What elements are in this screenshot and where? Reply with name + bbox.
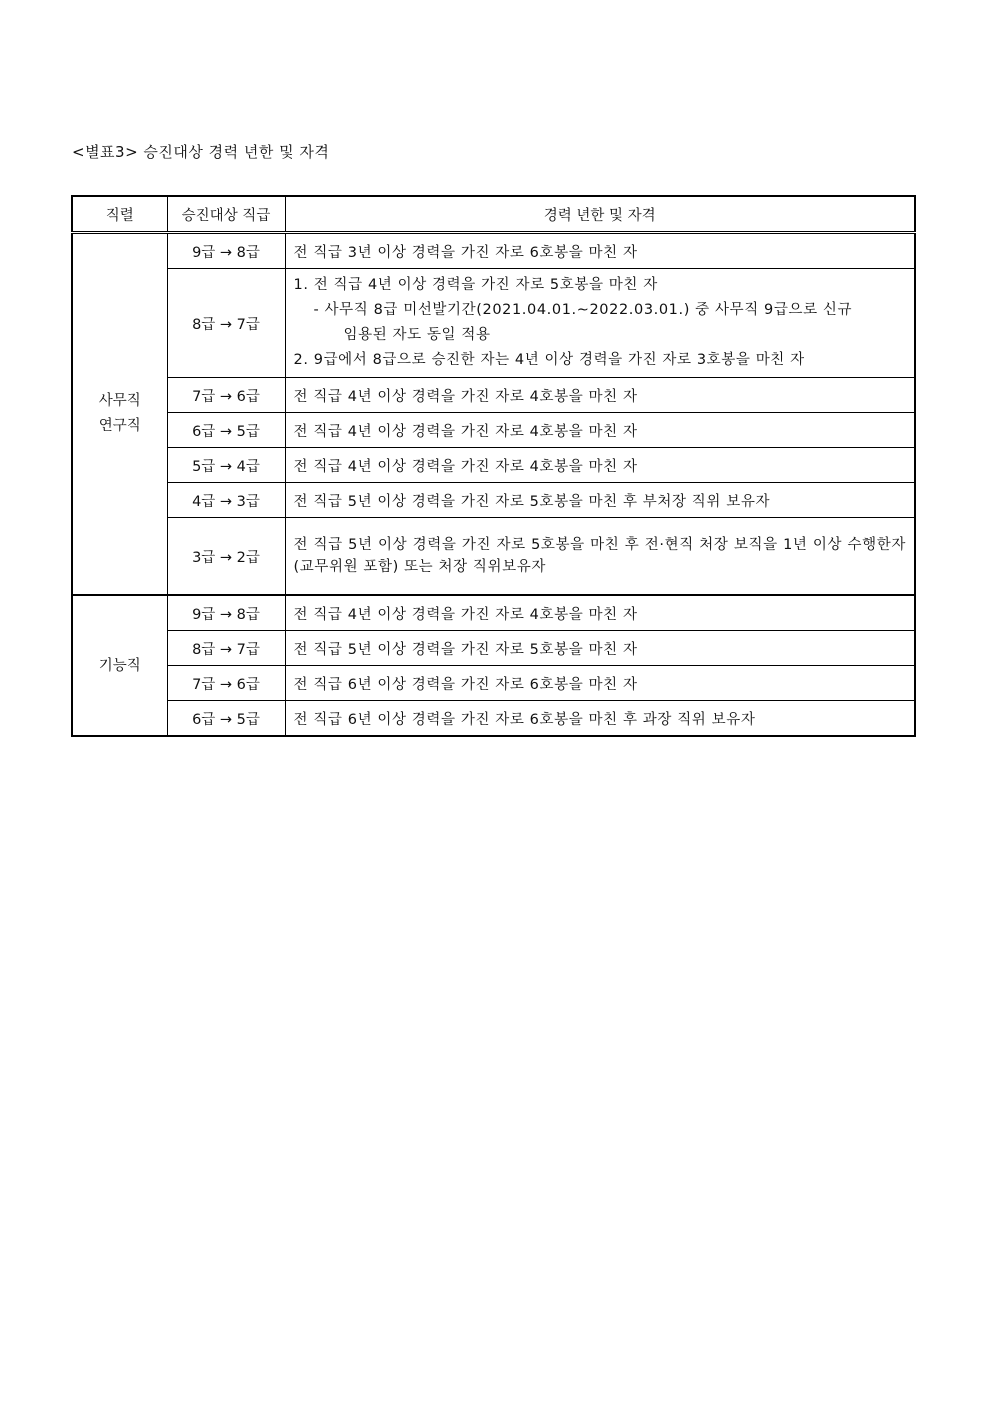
table-row (72, 595, 915, 631)
qualification-cell: 전 직급 6년 이상 경력을 가진 자로 6호봉을 마친 후 과장 직위 보유자 (285, 701, 915, 737)
grade-cell: 9급 → 8급 (167, 595, 285, 631)
promotion-qualification-table (71, 195, 916, 737)
qualification-line: 1. 전 직급 4년 이상 경력을 가진 자로 5호봉을 마친 자 (293, 277, 658, 293)
header-qualification: 경력 년한 및 자격 (285, 196, 915, 233)
table-row (72, 269, 915, 378)
grade-cell: 9급 → 8급 (167, 233, 285, 269)
qualification-cell: 전 직급 5년 이상 경력을 가진 자로 5호봉을 마친 자 (285, 631, 915, 666)
category-label: 연구직 (98, 418, 141, 434)
grade-cell: 4급 → 3급 (167, 483, 285, 518)
category-technical: 기능직 (72, 595, 167, 736)
grade-cell: 8급 → 7급 (167, 631, 285, 666)
qualification-cell: 전 직급 4년 이상 경력을 가진 자로 4호봉을 마친 자 (285, 413, 915, 448)
qualification-cell: 전 직급 3년 이상 경력을 가진 자로 6호봉을 마친 자 (285, 233, 915, 269)
grade-cell: 8급 → 7급 (167, 269, 285, 378)
grade-cell: 6급 → 5급 (167, 701, 285, 737)
qualification-cell: 전 직급 4년 이상 경력을 가진 자로 4호봉을 마친 자 (285, 378, 915, 413)
table-row (72, 666, 915, 701)
table-row (72, 631, 915, 666)
grade-cell: 5급 → 4급 (167, 448, 285, 483)
category-office-research (72, 233, 167, 596)
table-row (72, 413, 915, 448)
table-row (72, 518, 915, 596)
grade-cell: 6급 → 5급 (167, 413, 285, 448)
qualification-cell (285, 269, 915, 378)
header-series: 직렬 (72, 196, 167, 233)
qualification-cell: 전 직급 6년 이상 경력을 가진 자로 6호봉을 마친 자 (285, 666, 915, 701)
grade-cell: 7급 → 6급 (167, 378, 285, 413)
grade-cell: 3급 → 2급 (167, 518, 285, 596)
qualification-line: 임용된 자도 동일 적용 (343, 327, 491, 343)
qualification-line: 2. 9급에서 8급으로 승진한 자는 4년 이상 경력을 가진 자로 3호봉을 마친 자 (293, 352, 805, 368)
table-row (72, 378, 915, 413)
qualification-cell: 전 직급 4년 이상 경력을 가진 자로 4호봉을 마친 자 (285, 595, 915, 631)
table-row (72, 448, 915, 483)
qualification-line: - 사무직 8급 미선발기간(2021.04.01.∼2022.03.01.) 중 사무직 9급으로 신규 (313, 302, 853, 318)
table-row (72, 483, 915, 518)
grade-cell: 7급 → 6급 (167, 666, 285, 701)
table-header-row (72, 196, 915, 233)
qualification-cell: 전 직급 5년 이상 경력을 가진 자로 5호봉을 마친 후 전·현직 처장 보직을 1년 이상 수행한자(교무위원 포함) 또는 처장 직위보유자 (285, 518, 915, 596)
qualification-cell: 전 직급 5년 이상 경력을 가진 자로 5호봉을 마친 후 부처장 직위 보유자 (285, 483, 915, 518)
document-title: <별표3> 승진대상 경력 년한 및 자격 (72, 143, 330, 161)
table-row (72, 233, 915, 269)
qualification-cell: 전 직급 4년 이상 경력을 가진 자로 4호봉을 마친 자 (285, 448, 915, 483)
header-target-grade: 승진대상 직급 (167, 196, 285, 233)
table-row (72, 701, 915, 737)
category-label: 사무직 (98, 393, 141, 409)
